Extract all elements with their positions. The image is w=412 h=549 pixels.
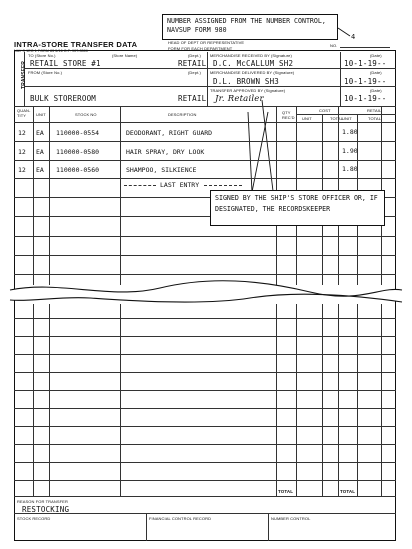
doc-number: 4 bbox=[351, 33, 356, 41]
row-3-retail-unit: 1.80 bbox=[342, 165, 358, 173]
from-store-value: BULK STOREROOM bbox=[30, 94, 97, 103]
col-stock: STOCK NO bbox=[75, 112, 97, 117]
col-desc: DESCRIPTION bbox=[168, 112, 197, 117]
to-store-label: (Store Name) bbox=[112, 53, 138, 58]
col-retail-total: TOTAL bbox=[368, 116, 382, 121]
number-control-label: NUMBER CONTROL bbox=[271, 516, 311, 521]
reason-value: RESTOCKING bbox=[22, 505, 70, 514]
to-dept-value: RETAIL bbox=[178, 59, 207, 68]
row-1-qty: 12 bbox=[18, 129, 26, 137]
to-label: TO (Store No.) bbox=[28, 53, 56, 58]
col-cost-total: TOTAL bbox=[330, 116, 344, 121]
delivered-sig-value: D.L. BROWN SH3 bbox=[213, 77, 280, 86]
from-dept-label: (Dept.) bbox=[188, 70, 201, 75]
row-2-desc: HAIR SPRAY, DRY LOOK bbox=[126, 148, 205, 156]
retail-total-label: TOTAL bbox=[340, 489, 356, 494]
col-cost-unit: UNIT bbox=[302, 116, 312, 121]
delivered-date-value: 10-1-19-- bbox=[344, 77, 387, 86]
col-retail: RETAIL bbox=[367, 108, 382, 113]
cost-total-label: TOTAL bbox=[278, 489, 294, 494]
approved-signature: Jr. Retailer bbox=[215, 94, 264, 104]
col-retail-unit: UNIT bbox=[342, 116, 352, 121]
row-3-desc: SHAMPOO, SILKIENCE bbox=[126, 166, 197, 174]
stock-record-label: STOCK RECORD bbox=[17, 516, 51, 521]
row-1-stock: 110000-0554 bbox=[56, 129, 100, 137]
financial-record-label: FINANCIAL CONTROL RECORD bbox=[149, 516, 212, 521]
from-label: FROM (Store No.) bbox=[28, 70, 63, 75]
received-sig-value: D.C. McCALLUM SH2 bbox=[213, 59, 294, 68]
col-qty-rec: QTY REC'D bbox=[282, 110, 295, 120]
received-date-label: (Date) bbox=[370, 53, 382, 58]
received-sig-label: MERCHANDISE RECEIVED BY (Signature) bbox=[210, 53, 292, 58]
delivered-sig-label: MERCHANDISE DELIVERED BY (Signature) bbox=[210, 70, 295, 75]
col-cost: COST bbox=[319, 108, 331, 113]
approved-date-label: (Date) bbox=[370, 88, 382, 93]
approved-date-value: 10-1-19-- bbox=[344, 94, 387, 103]
col-unit: UNIT bbox=[36, 112, 46, 117]
approved-sig-label: TRANSFER APPROVED BY (Signature) bbox=[210, 88, 286, 93]
row-2-qty: 12 bbox=[18, 148, 26, 156]
copy-note-2: FORM FOR EACH DEPARTMENT bbox=[168, 46, 233, 51]
to-store-value: RETAIL STORE #1 bbox=[30, 59, 101, 68]
row-2-stock: 110000-0580 bbox=[56, 148, 100, 156]
copy-note: HEAD OF DEPT OR REPRESENTATIVE bbox=[168, 40, 245, 45]
reason-label: REASON FOR TRANSFER bbox=[17, 499, 68, 504]
row-1-unit: EA bbox=[36, 129, 44, 137]
to-dept-label: (Dept.) bbox=[188, 53, 201, 58]
from-dept-value: RETAIL bbox=[178, 94, 207, 103]
col-qty: QUAN-TITY bbox=[17, 108, 31, 118]
no-label: NO. bbox=[330, 43, 338, 48]
row-1-retail-unit: 1.80 bbox=[342, 128, 358, 136]
last-entry: LAST ENTRY bbox=[160, 181, 200, 189]
row-3-qty: 12 bbox=[18, 166, 26, 174]
number-callout: NUMBER ASSIGNED FROM THE NUMBER CONTROL, NAVSUP FORM 980 bbox=[162, 14, 338, 40]
signature-callout: SIGNED BY THE SHIP'S STORE OFFICER OR, IF DESIGNATED, THE RECORDSKEEPER bbox=[210, 190, 385, 226]
form-title: INTRA-STORE TRANSFER DATA bbox=[14, 40, 138, 49]
delivered-date-label: (Date) bbox=[370, 70, 382, 75]
row-1-desc: DEODORANT, RIGHT GUARD bbox=[126, 129, 213, 137]
side-label: TRANSFER bbox=[21, 60, 28, 90]
form-number: NAV S 1EO 1 FORM 83 5/16 G.P. 907-3300 bbox=[14, 49, 88, 53]
row-3-stock: 110000-0560 bbox=[56, 166, 100, 174]
row-2-unit: EA bbox=[36, 148, 44, 156]
row-3-unit: EA bbox=[36, 166, 44, 174]
received-date-value: 10-1-19-- bbox=[344, 59, 387, 68]
row-2-retail-unit: 1.90 bbox=[342, 147, 358, 155]
